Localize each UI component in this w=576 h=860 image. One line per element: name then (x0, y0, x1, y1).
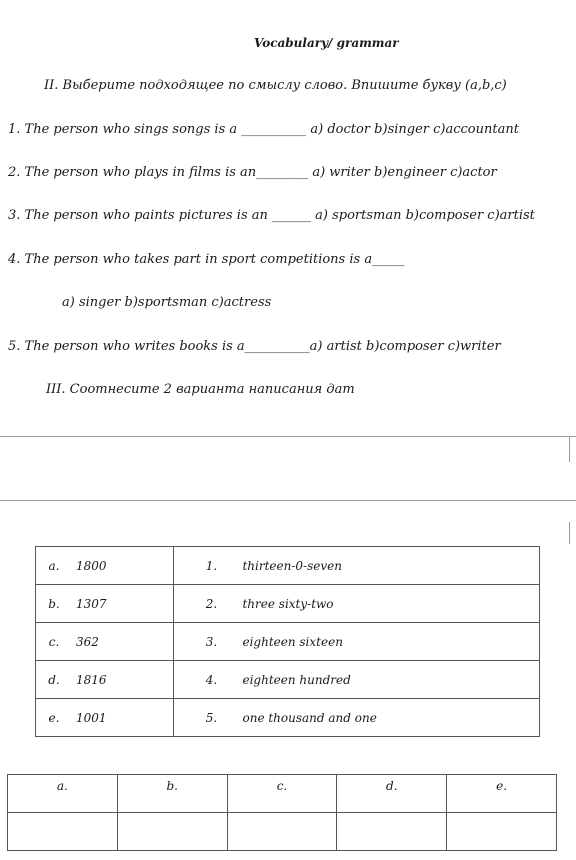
answer-table (7, 774, 557, 851)
dates-table (35, 546, 540, 737)
words-cell (174, 547, 540, 585)
answer-cell-d[interactable] (337, 813, 447, 851)
answer-header-a: a. (8, 775, 118, 813)
table-row (36, 547, 540, 585)
row-index: 5. (205, 710, 218, 725)
page-edge-mark (569, 522, 570, 544)
date-number: 362 (76, 634, 99, 649)
question-2: 2. The person who plays in films is an________ a) writer b)engineer c)actor (8, 165, 497, 180)
number-cell (36, 547, 174, 585)
answer-cell-e[interactable] (447, 813, 557, 851)
question-4: 4. The person who takes part in sport competitions is a_____ (8, 252, 405, 267)
date-words: one thousand and one (242, 710, 377, 725)
page-two-frame (0, 500, 576, 545)
answer-header-b: b. (117, 775, 227, 813)
date-number: 1800 (76, 558, 107, 573)
heading: Vocabulary/ grammar (254, 36, 399, 50)
date-words: eighteen sixteen (242, 634, 343, 649)
answer-cell-a[interactable] (8, 813, 118, 851)
question-1: 1. The person who sings songs is a __________ a) doctor b)singer c)accountant (8, 122, 519, 137)
table-row (36, 585, 540, 623)
row-letter: a. (48, 558, 60, 573)
table-row (36, 699, 540, 737)
words-cell (174, 623, 540, 661)
number-cell (36, 623, 174, 661)
answer-blank-row (8, 813, 557, 851)
row-index: 4. (205, 672, 218, 687)
answer-header-e: e. (447, 775, 557, 813)
words-cell (174, 699, 540, 737)
row-letter: e. (48, 710, 60, 725)
row-index: 2. (205, 596, 218, 611)
number-cell (36, 661, 174, 699)
question-4-options: a) singer b)sportsman c)actress (62, 295, 272, 310)
date-words: eighteen hundred (242, 672, 351, 687)
date-number: 1307 (76, 596, 107, 611)
words-cell (174, 585, 540, 623)
row-letter: c. (48, 634, 60, 649)
task-3-title: III. Соотнесите 2 варианта написания дат (46, 382, 355, 397)
date-words: thirteen-0-seven (242, 558, 342, 573)
number-cell (36, 585, 174, 623)
question-3: 3. The person who paints pictures is an ______ a) sportsman b)composer c)artist (8, 208, 535, 223)
answer-header-d: d. (337, 775, 447, 813)
row-index: 3. (205, 634, 218, 649)
page-edge-mark (569, 436, 570, 462)
row-letter: b. (48, 596, 60, 611)
words-cell (174, 661, 540, 699)
number-cell (36, 699, 174, 737)
answer-header-c: c. (227, 775, 337, 813)
date-number: 1001 (76, 710, 107, 725)
answer-cell-b[interactable] (117, 813, 227, 851)
date-number: 1816 (76, 672, 107, 687)
answer-header-row (8, 775, 557, 813)
row-letter: d. (48, 672, 60, 687)
table-row (36, 623, 540, 661)
table-row (36, 661, 540, 699)
row-index: 1. (205, 558, 218, 573)
answer-cell-c[interactable] (227, 813, 337, 851)
task-2-title: II. Выберите подходящее по смыслу слово. Впишите букву (a,b,c) (44, 78, 507, 93)
question-5: 5. The person who writes books is a__________a) artist b)composer c)writer (8, 339, 501, 354)
date-words: three sixty-two (242, 596, 334, 611)
